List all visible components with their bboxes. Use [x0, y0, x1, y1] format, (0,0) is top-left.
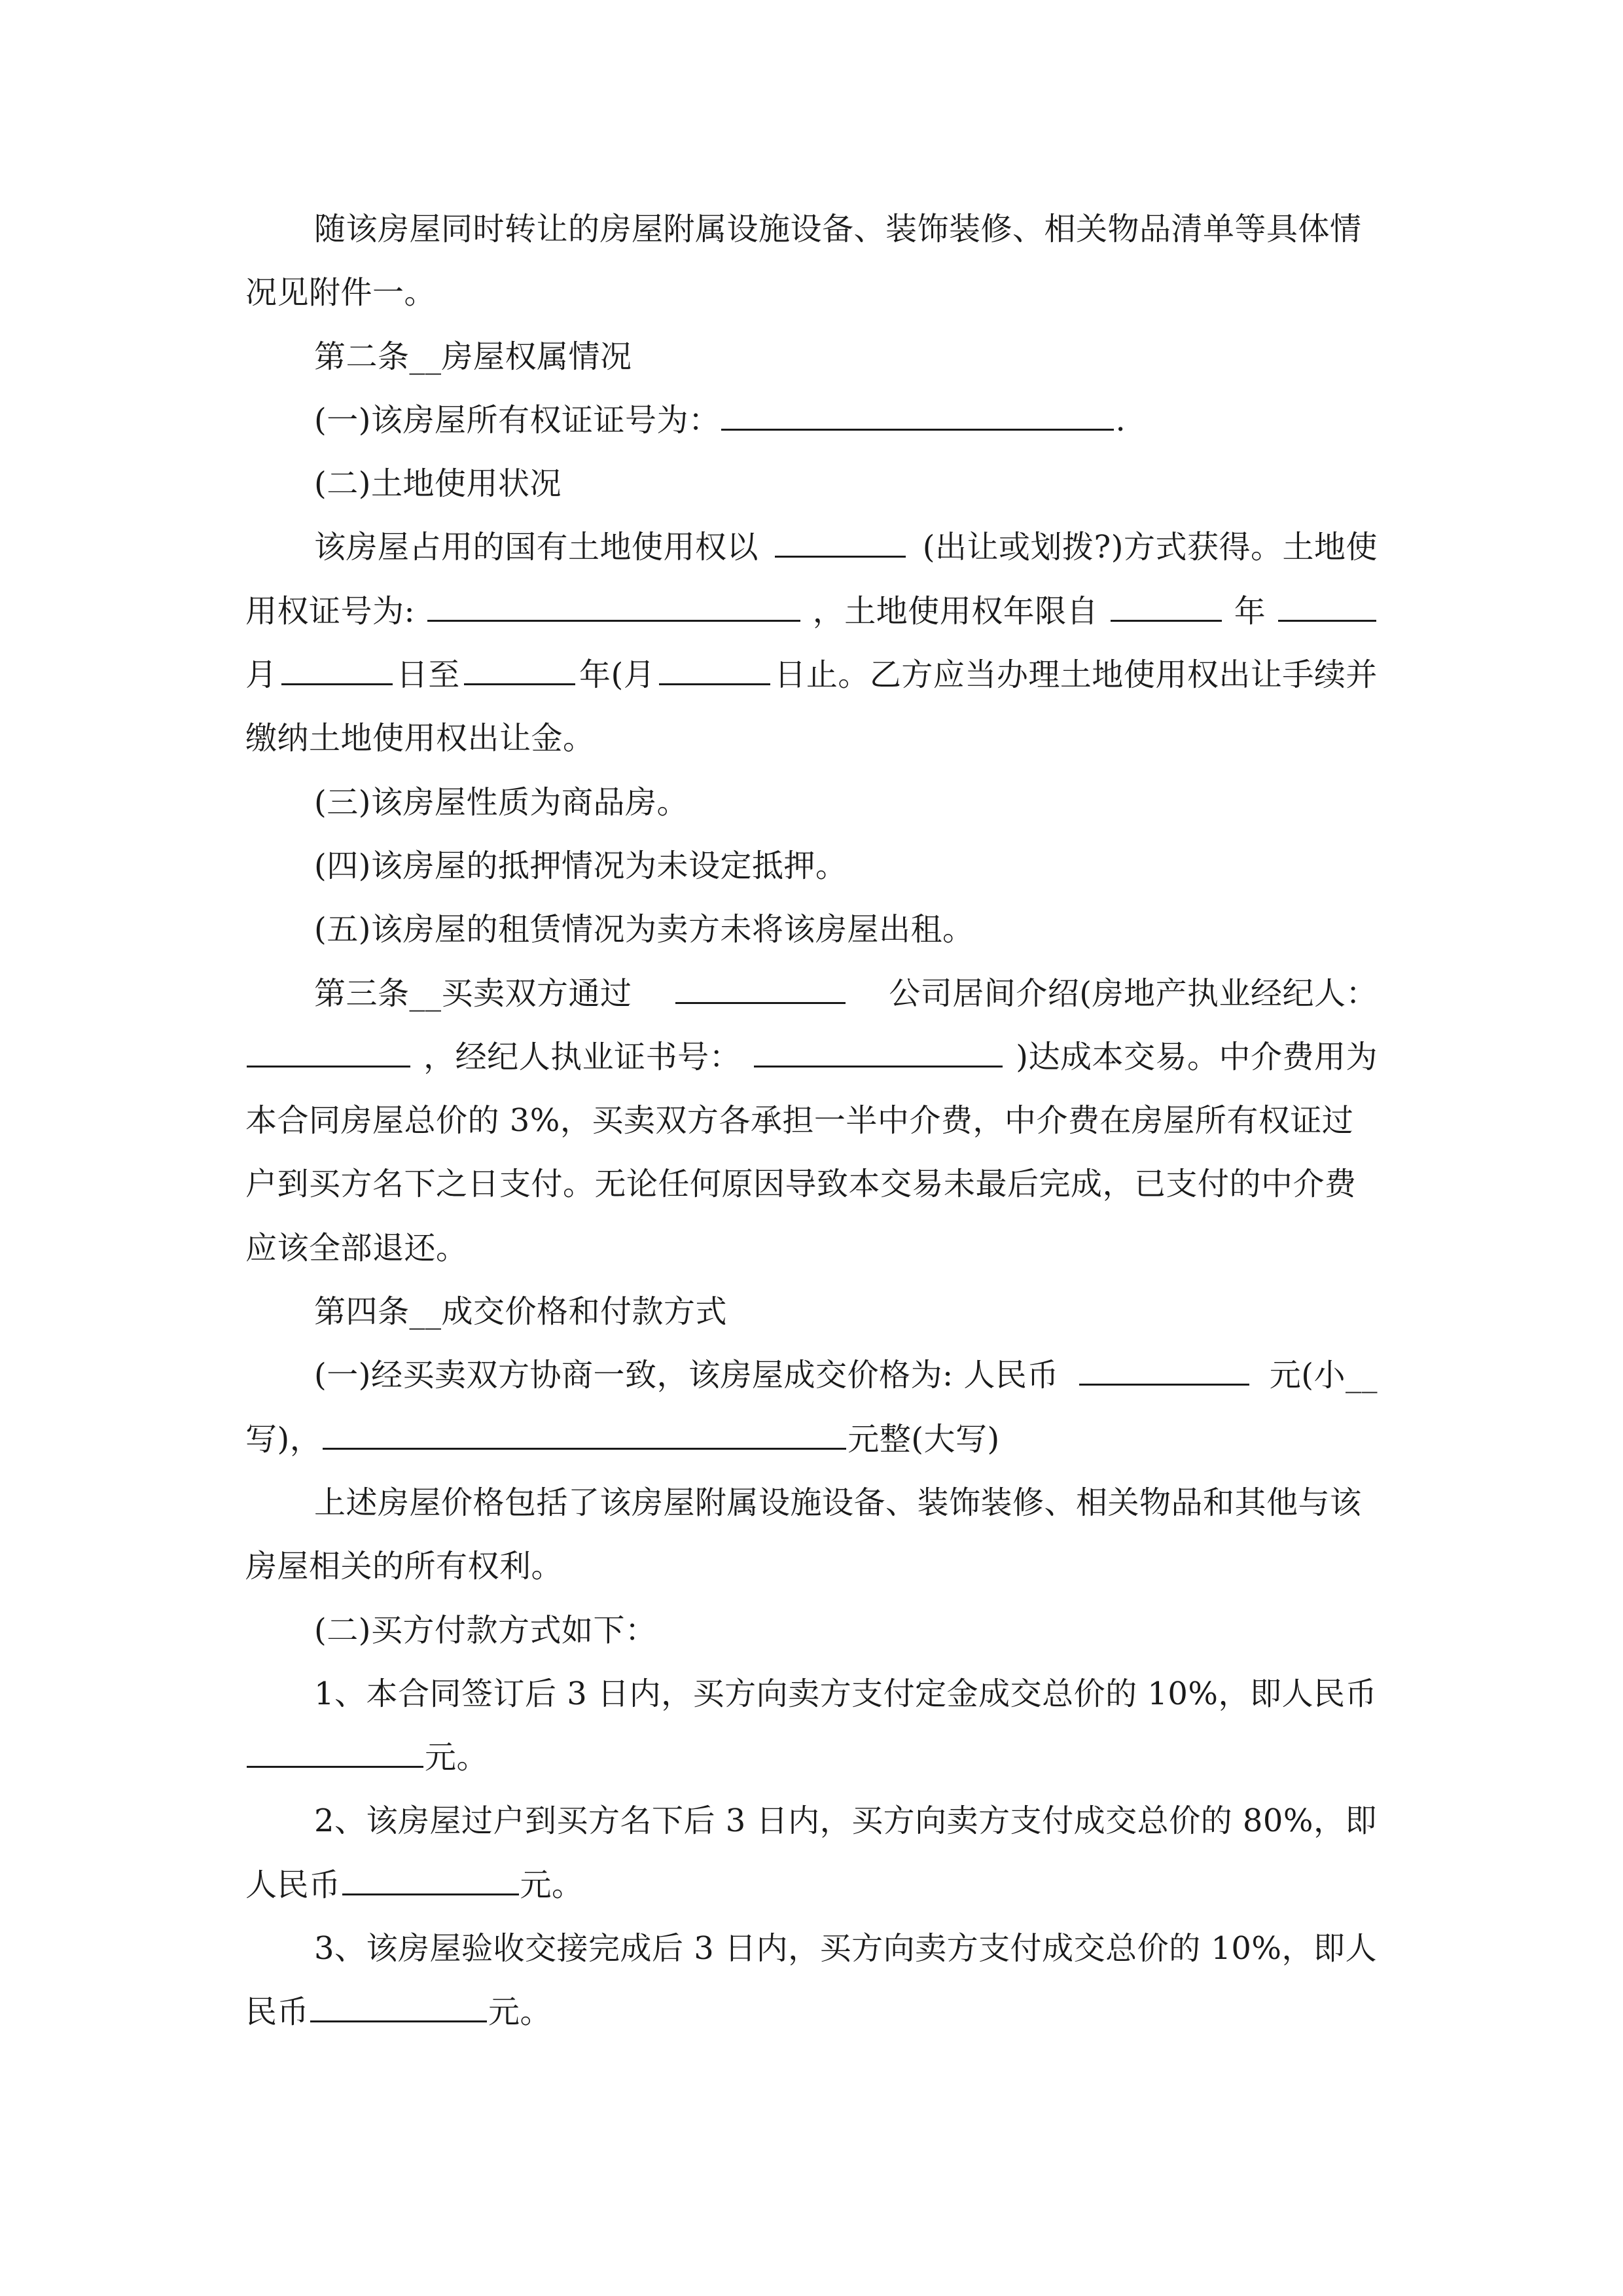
property-nature-line: [245, 771, 1378, 834]
text-line: (三)该房屋性质为商品房。: [314, 783, 688, 821]
document-body: [245, 198, 1378, 2045]
article-3-line-4: [245, 1153, 1378, 1216]
article-3-line-3: [245, 1089, 1378, 1153]
land-line-3: [245, 643, 1378, 707]
acquisition-method-blank[interactable]: [775, 529, 906, 558]
text-segment: 年: [1234, 592, 1266, 630]
text-segment: 元。: [520, 1866, 584, 1903]
start-year-blank[interactable]: [1111, 594, 1222, 622]
start-month-blank[interactable]: [1278, 594, 1376, 622]
start-day-blank[interactable]: [281, 657, 393, 685]
payment-1-line-2: [245, 1726, 1378, 1789]
land-line-4: [245, 707, 1378, 770]
article-3-line-2: [245, 1026, 1378, 1089]
agent-name-blank[interactable]: [247, 1039, 410, 1067]
text-segment: (一)经买卖双方协商一致，该房屋成交价格为: 人民币: [314, 1357, 1059, 1394]
text-line: 3、该房屋验收交接完成后 3 日内，买方向卖方支付成交总价的 10%，即人: [314, 1930, 1378, 1967]
text-segment: 民币: [245, 1994, 310, 2031]
end-day-blank[interactable]: [659, 657, 770, 685]
article-2-heading: [245, 325, 1378, 389]
heading-text: (二)买方付款方式如下：: [314, 1611, 657, 1649]
text-line: 缴纳土地使用权出让金。: [245, 720, 595, 757]
text-line: 2、该房屋过户到买方名下后 3 日内，买方向卖方支付成交总价的 80%，即: [314, 1803, 1378, 1840]
text-segment: 人民币: [245, 1866, 341, 1903]
price-scope-line-1: [245, 1471, 1378, 1535]
text-line: 1、本合同签订后 3 日内，买方向卖方支付定金成交总价的 10%，即人民币: [314, 1675, 1378, 1712]
text-segment: 元(小__: [1269, 1357, 1378, 1394]
price-numeric-blank[interactable]: [1079, 1357, 1249, 1386]
paragraph-line: [245, 261, 1378, 325]
text-segment: ，经纪人执业证书号：: [423, 1038, 741, 1075]
transfer-payment-blank[interactable]: [342, 1867, 519, 1895]
text-line: (四)该房屋的抵押情况为未设定抵押。: [314, 847, 847, 884]
article-3-line-1: [245, 962, 1378, 1026]
text-line: 应该全部退还。: [245, 1229, 468, 1266]
end-year-blank[interactable]: [464, 657, 575, 685]
label-text: (一)该房屋所有权证证号为：: [314, 401, 721, 439]
payment-2-line-2: [245, 1854, 1378, 1917]
land-line-1: [245, 516, 1378, 579]
final-payment-blank[interactable]: [310, 1994, 487, 2022]
text-segment: 日至: [396, 656, 460, 694]
land-line-2: [245, 580, 1378, 643]
text-segment: 日止。乙方应当办理土地使用权出让手续并: [774, 656, 1378, 694]
text-segment: 该房屋占用的国有土地使用权以: [314, 529, 759, 566]
text-segment: )达成本交易。中介费用为: [1016, 1038, 1378, 1075]
text-line: (五)该房屋的租赁情况为卖方未将该房屋出租。: [314, 911, 974, 948]
ownership-certificate-line: [245, 389, 1378, 452]
text-segment: 用权证号为:: [245, 592, 416, 630]
text-segment: 元整(大写): [847, 1420, 1000, 1458]
agency-company-blank[interactable]: [675, 976, 846, 1004]
payment-1-line-1: [245, 1662, 1378, 1726]
text-segment: 元。: [488, 1994, 552, 2031]
text-segment: 第三条__买卖双方通过: [314, 975, 632, 1012]
text-line: 房屋相关的所有权利。: [245, 1548, 563, 1585]
text-line: 随该房屋同时转让的房屋附属设施设备、装饰装修、相关物品清单等具体情: [314, 211, 1362, 247]
label-text: .: [1115, 401, 1126, 439]
text-segment: 写)，: [245, 1420, 322, 1458]
heading-text: (二)土地使用状况: [314, 465, 562, 503]
article-3-line-5: [245, 1217, 1378, 1280]
land-use-heading: [245, 452, 1378, 516]
text-segment: 公司居间介绍(房地产执业经纪人：: [889, 975, 1378, 1012]
heading-text: 第二条__房屋权属情况: [314, 338, 632, 375]
article-4-heading: [245, 1280, 1378, 1344]
text-line: 况见附件一。: [245, 274, 437, 312]
mortgage-line: [245, 834, 1378, 898]
heading-text: 第四条__成交价格和付款方式: [314, 1293, 728, 1331]
price-line-1: [245, 1344, 1378, 1407]
price-words-blank[interactable]: [323, 1422, 846, 1450]
certificate-number-blank[interactable]: [721, 403, 1114, 431]
land-certificate-blank[interactable]: [427, 594, 800, 622]
price-scope-line-2: [245, 1535, 1378, 1598]
price-line-2: [245, 1408, 1378, 1471]
deposit-amount-blank[interactable]: [247, 1740, 423, 1768]
lease-line: [245, 898, 1378, 961]
payment-3-line-1: [245, 1917, 1378, 1981]
paragraph-line: [245, 198, 1378, 261]
text-segment: 年(月: [579, 656, 656, 694]
text-line: 本合同房屋总价的 3%，买卖双方各承担一半中介费，中介费在房屋所有权证过: [245, 1102, 1354, 1139]
text-segment: ，土地使用权年限自: [812, 592, 1099, 630]
payment-method-heading: [245, 1599, 1378, 1662]
text-line: 户到买方名下之日支付。无论任何原因导致本交易未最后完成，已支付的中介费: [245, 1166, 1357, 1203]
text-segment: (出让或划拨?)方式获得。土地使: [922, 529, 1378, 566]
payment-2-line-1: [245, 1789, 1378, 1853]
text-segment: 元。: [425, 1739, 489, 1776]
text-line: 上述房屋价格包括了该房屋附属设施设备、装饰装修、相关物品和其他与该: [314, 1484, 1362, 1521]
agent-license-blank[interactable]: [754, 1039, 1003, 1067]
payment-3-line-2: [245, 1981, 1378, 2044]
text-segment: 月: [245, 656, 277, 694]
